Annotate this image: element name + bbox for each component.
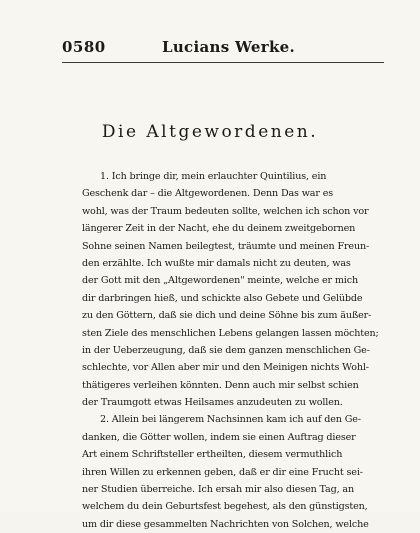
text-line: schlechte, vor Allen aber mir und den Meinigen nichts Wohl- [82, 362, 369, 374]
text-line: 1. Ich bringe dir, mein erlauchter Quintilius, ein [100, 171, 327, 182]
chapter-title: Die Altgewordenen. [101, 122, 319, 142]
text-line: um dir diese gesammelten Nachrichten von Solchen, welche [82, 518, 369, 530]
text-line: dir darbringen hieß, und schickte also Gebete und Gelübde [82, 292, 363, 304]
text-line: thätigeres verleihen könnten. Denn auch mir selbst schien [82, 379, 359, 391]
text-line: Geschenk dar – die Altgewordenen. Denn Das war es [82, 188, 333, 200]
text-line: den erzählte. Ich wußte mir damals nicht zu deuten, was [82, 257, 351, 269]
text-line: zu den Göttern, daß sie dich und deine Söhne bis zum äußer- [82, 310, 372, 322]
header-rule [62, 62, 384, 63]
text-line: sten Ziele des menschlichen Lebens gelangen lassen möchten; [82, 327, 379, 339]
text-line: ner Studien überreiche. Ich ersah mir also diesen Tag, an [82, 484, 355, 496]
running-title: Lucians Werke. [162, 38, 296, 56]
text-line: welchem du dein Geburtsfest begehest, als den günstigsten, [82, 501, 368, 513]
running-header [62, 38, 382, 62]
text-line: der Gott mit den „Altgewordenen" meinte, welche er mich [82, 275, 358, 287]
text-line: wohl, was der Traum bedeuten sollte, welchen ich schon vor [82, 205, 369, 217]
body-text [82, 168, 379, 533]
text-line: in der Ueberzeugung, daß sie dem ganzen menschlichen Ge- [82, 344, 370, 356]
text-line: ihren Willen zu erkennen geben, daß er dir eine Frucht sei- [82, 466, 363, 478]
text-line: Sohne seinen Namen beilegtest, träumte und meinen Freun- [82, 240, 370, 252]
text-line: der Traumgott etwas Heilsames anzudeuten zu wollen. [82, 397, 343, 409]
text-line: danken, die Götter wollen, indem sie einen Auftrag dieser [82, 431, 356, 443]
text-line: 2. Allein bei längerem Nachsinnen kam ich auf den Ge- [100, 414, 361, 426]
text-line: längerer Zeit in der Nacht, ehe du deinem zweitgebornen [82, 223, 356, 235]
text-line: Art einem Schriftsteller ertheilten, diesem vermuthlich [82, 449, 343, 461]
page-number: 0580 [62, 38, 106, 56]
